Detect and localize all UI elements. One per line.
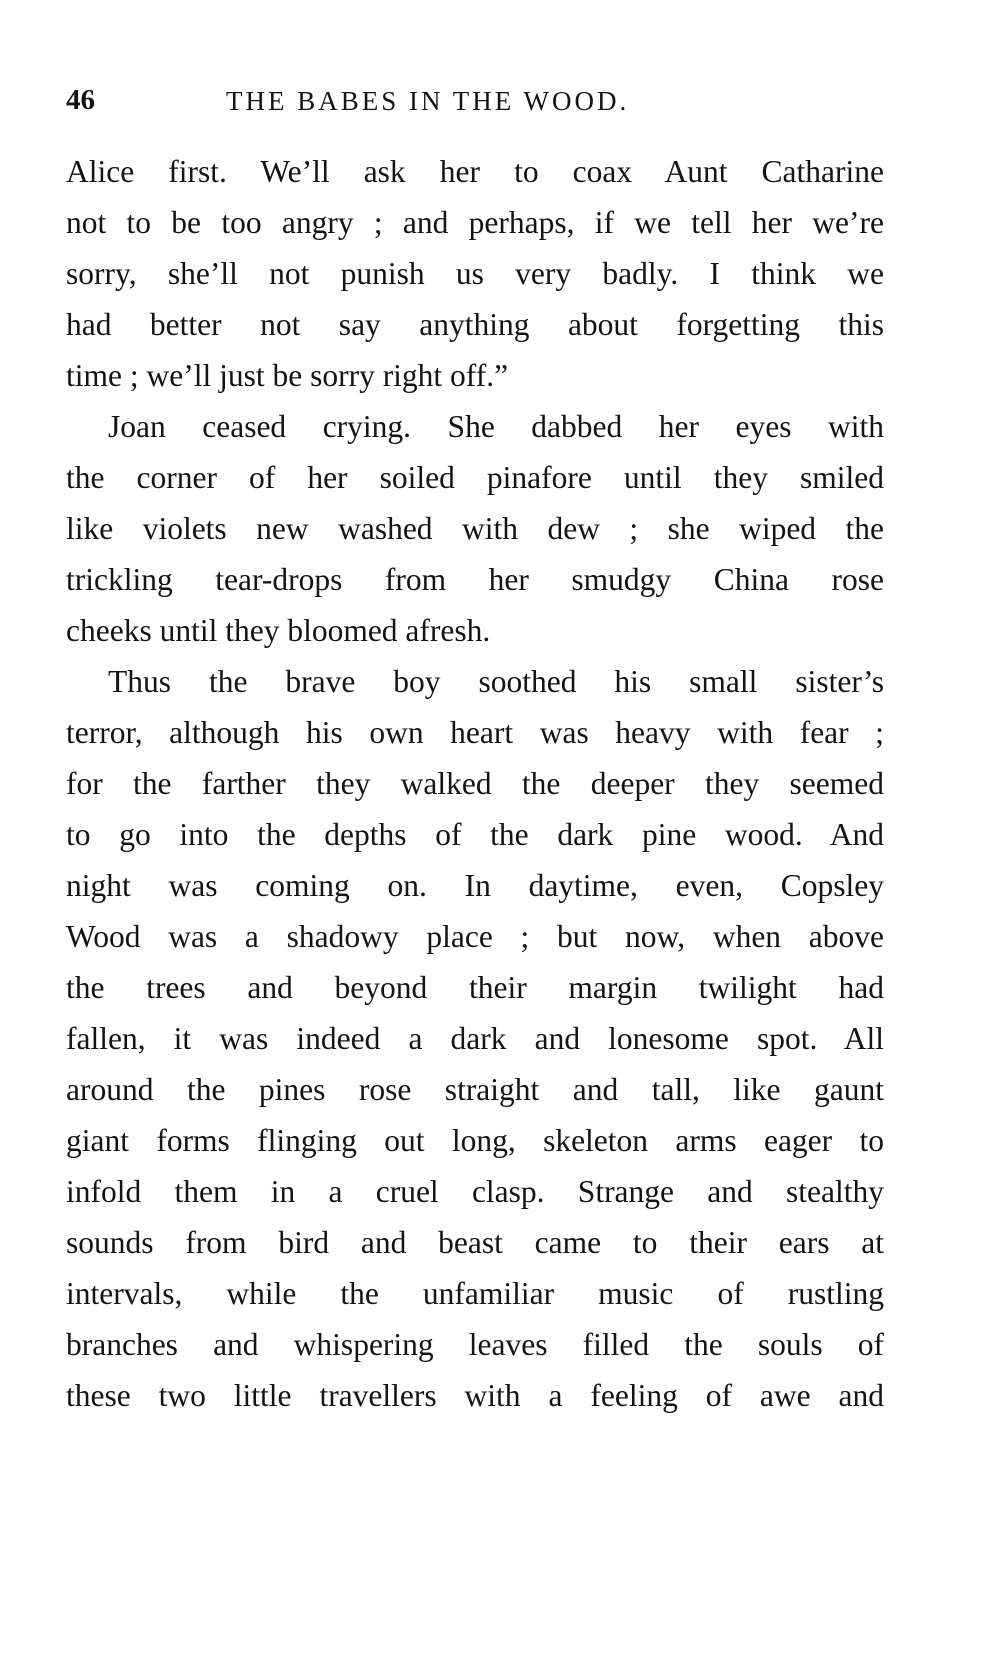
- text-line: for the farther they walked the deeper they seemed: [66, 766, 884, 801]
- text-line: fallen, it was indeed a dark and lonesome spot. All: [66, 1021, 884, 1056]
- text-line: not to be too angry ; and perhaps, if we tell her we’re: [66, 205, 884, 240]
- text-line: like violets new washed with dew ; she wiped the: [66, 511, 884, 546]
- text-line: branches and whispering leaves filled the souls of: [66, 1327, 884, 1362]
- text-line: these two little travellers with a feeling of awe and: [66, 1378, 884, 1413]
- running-head: [66, 84, 886, 124]
- text-line: sounds from bird and beast came to their ears at: [66, 1225, 884, 1260]
- text-line: cheeks until they bloomed afresh.: [66, 613, 491, 648]
- page-number: 46: [66, 84, 95, 116]
- text-line: Wood was a shadowy place ; but now, when above: [66, 919, 884, 954]
- text-line: infold them in a cruel clasp. Strange and stealthy: [66, 1174, 884, 1209]
- text-line: Thus the brave boy soothed his small sister’s: [108, 664, 884, 699]
- paragraph: [66, 401, 884, 656]
- text-line: night was coming on. In daytime, even, Copsley: [66, 868, 884, 903]
- text-line: to go into the depths of the dark pine wood. And: [66, 817, 884, 852]
- text-line: terror, although his own heart was heavy with fear ;: [66, 715, 884, 750]
- text-line: time ; we’ll just be sorry right off.”: [66, 358, 509, 393]
- text-line: around the pines rose straight and tall, like gaunt: [66, 1072, 884, 1107]
- text-line: trickling tear-drops from her smudgy China rose: [66, 562, 884, 597]
- text-line: the trees and beyond their margin twilight had: [66, 970, 884, 1005]
- text-line: intervals, while the unfamiliar music of rustling: [66, 1276, 884, 1311]
- paragraph: [66, 656, 884, 1421]
- text-line: sorry, she’ll not punish us very badly. I think we: [66, 256, 884, 291]
- text-line: Alice first. We’ll ask her to coax Aunt Catharine: [66, 154, 884, 189]
- paragraph: [66, 146, 884, 401]
- text-line: the corner of her soiled pinafore until they smiled: [66, 460, 884, 495]
- text-line: Joan ceased crying. She dabbed her eyes with: [108, 409, 884, 444]
- running-title: THE BABES IN THE WOOD.: [226, 86, 630, 116]
- text-line: had better not say anything about forgetting this: [66, 307, 884, 342]
- body-text: [66, 146, 884, 1421]
- text-line: giant forms flinging out long, skeleton arms eager to: [66, 1123, 884, 1158]
